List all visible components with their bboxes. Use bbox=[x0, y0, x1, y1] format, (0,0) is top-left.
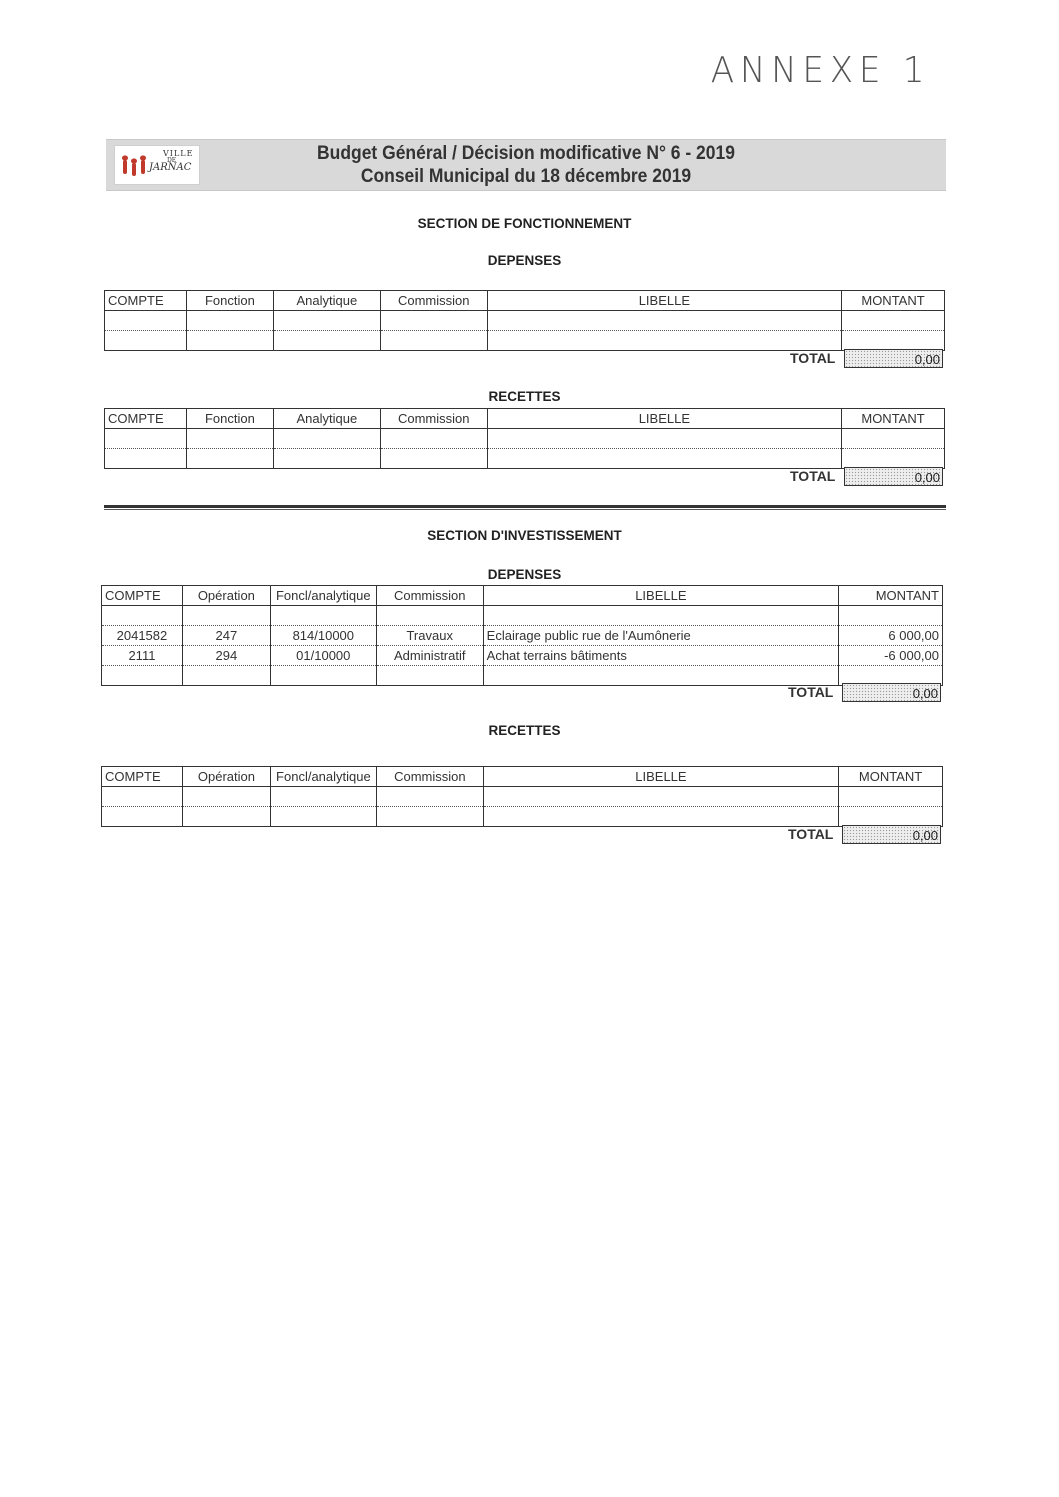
col-analytique: Analytique bbox=[273, 291, 380, 311]
cell-compte: 2041582 bbox=[102, 626, 183, 646]
table-header-row bbox=[102, 586, 943, 606]
col-analytique: Analytique bbox=[273, 409, 380, 429]
fonct-recettes-total-value: 0,00 bbox=[844, 467, 943, 486]
col-compte: COMPTE bbox=[102, 767, 183, 787]
section-fonctionnement-title: SECTION DE FONCTIONNEMENT bbox=[417, 216, 632, 231]
col-commission: Commission bbox=[376, 767, 483, 787]
col-libelle: LIBELLE bbox=[483, 586, 838, 606]
table-header-row bbox=[105, 409, 945, 429]
invest-recettes-table bbox=[101, 766, 943, 827]
fonct-depenses-total-label: TOTAL bbox=[790, 350, 836, 366]
cell-montant: -6 000,00 bbox=[839, 646, 943, 666]
fonct-recettes-total-label: TOTAL bbox=[790, 468, 836, 484]
cell-libelle: Eclairage public rue de l'Aumônerie bbox=[483, 626, 838, 646]
table-row bbox=[102, 787, 943, 807]
cell-operation: 247 bbox=[182, 626, 270, 646]
col-fonction: Fonction bbox=[186, 291, 273, 311]
table-row bbox=[105, 429, 945, 449]
table-row bbox=[102, 807, 943, 827]
fonct-depenses-title: DEPENSES bbox=[487, 253, 562, 268]
cell-fonct-analytique: 01/10000 bbox=[270, 646, 376, 666]
table-row bbox=[102, 646, 943, 666]
annex-handwritten-label: ANNEXE 1 bbox=[710, 50, 931, 91]
col-commission: Commission bbox=[376, 586, 483, 606]
col-fonction: Fonction bbox=[186, 409, 273, 429]
cell-commission: Travaux bbox=[376, 626, 483, 646]
table-row bbox=[102, 606, 943, 626]
col-libelle: LIBELLE bbox=[483, 767, 838, 787]
invest-recettes-total-value: 0,00 bbox=[842, 825, 941, 844]
table-row bbox=[102, 626, 943, 646]
col-libelle: LIBELLE bbox=[487, 409, 841, 429]
col-compte: COMPTE bbox=[102, 586, 183, 606]
col-fonct-analytique: Foncl/analytique bbox=[270, 586, 376, 606]
fonct-recettes-table bbox=[104, 408, 945, 469]
table-header-row bbox=[102, 767, 943, 787]
invest-recettes-title: RECETTES bbox=[488, 723, 561, 738]
table-row bbox=[102, 666, 943, 686]
col-compte: COMPTE bbox=[105, 291, 187, 311]
document-header bbox=[106, 139, 946, 191]
col-montant: MONTANT bbox=[842, 409, 945, 429]
table-row bbox=[105, 449, 945, 469]
fonct-depenses-table bbox=[104, 290, 945, 351]
cell-montant: 6 000,00 bbox=[839, 626, 943, 646]
col-libelle: LIBELLE bbox=[487, 291, 841, 311]
section-investissement-title: SECTION D'INVESTISSEMENT bbox=[427, 528, 622, 543]
document-title: Budget Général / Décision modificative N° 6 - 2019 bbox=[317, 143, 735, 164]
table-row bbox=[105, 331, 945, 351]
col-fonct-analytique: Foncl/analytique bbox=[270, 767, 376, 787]
table-header-row bbox=[105, 291, 945, 311]
invest-depenses-title: DEPENSES bbox=[487, 567, 562, 582]
col-operation: Opération bbox=[182, 586, 270, 606]
invest-depenses-table bbox=[101, 585, 943, 686]
cell-operation: 294 bbox=[182, 646, 270, 666]
document-subtitle: Conseil Municipal du 18 décembre 2019 bbox=[360, 166, 692, 187]
col-commission: Commission bbox=[380, 291, 487, 311]
col-montant: MONTANT bbox=[842, 291, 945, 311]
col-montant: MONTANT bbox=[839, 767, 943, 787]
col-commission: Commission bbox=[380, 409, 487, 429]
cell-commission: Administratif bbox=[376, 646, 483, 666]
fonct-recettes-title: RECETTES bbox=[488, 389, 561, 404]
invest-depenses-total-value: 0,00 bbox=[842, 683, 941, 702]
invest-recettes-total-label: TOTAL bbox=[788, 826, 834, 842]
logo-line-ville: VILLE bbox=[163, 149, 194, 158]
invest-depenses-total-label: TOTAL bbox=[788, 684, 834, 700]
section-divider bbox=[104, 505, 946, 510]
cell-fonct-analytique: 814/10000 bbox=[270, 626, 376, 646]
table-row bbox=[105, 311, 945, 331]
cell-libelle: Achat terrains bâtiments bbox=[483, 646, 838, 666]
col-operation: Opération bbox=[182, 767, 270, 787]
col-montant: MONTANT bbox=[839, 586, 943, 606]
col-compte: COMPTE bbox=[105, 409, 187, 429]
logo-line-de: DE bbox=[167, 157, 177, 164]
fonct-depenses-total-value: 0,00 bbox=[844, 349, 943, 368]
logo-line-jarnac: JARNAC bbox=[149, 162, 192, 173]
cell-compte: 2111 bbox=[102, 646, 183, 666]
